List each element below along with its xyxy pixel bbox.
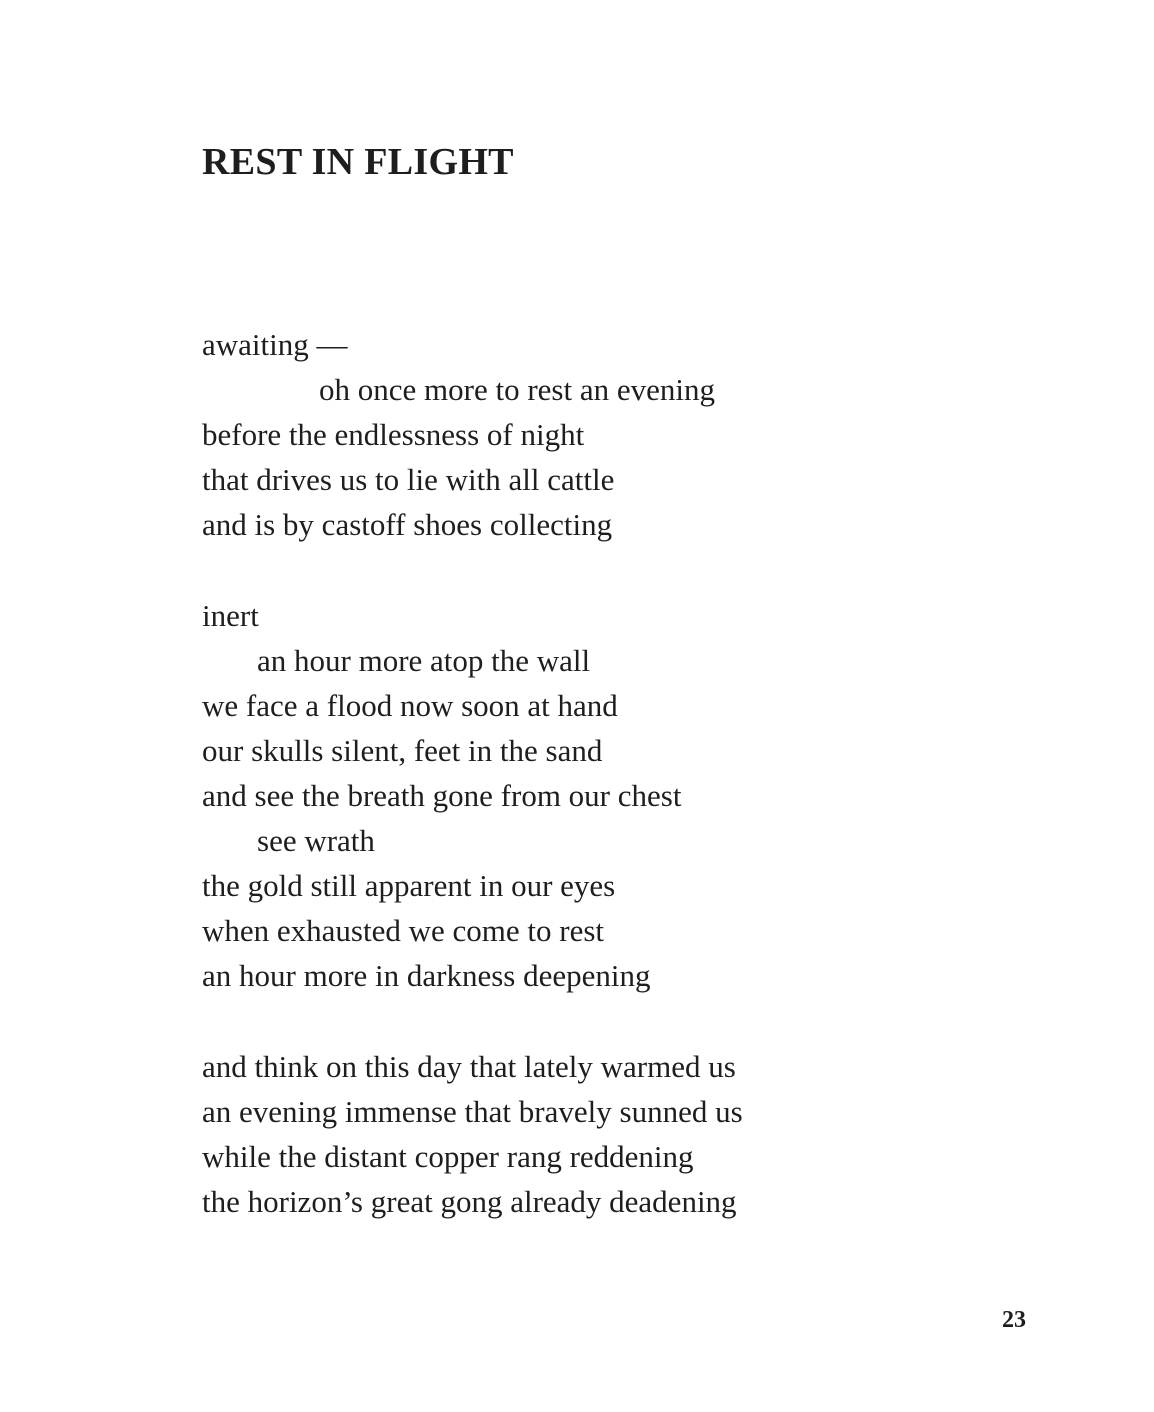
poem-line: inert bbox=[202, 598, 259, 633]
poem-line: and think on this day that lately warmed us bbox=[202, 1049, 736, 1084]
poem-line: and is by castoff shoes collecting bbox=[202, 507, 613, 542]
poem-line: our skulls silent, feet in the sand bbox=[202, 733, 603, 768]
poem-line: when exhausted we come to rest bbox=[202, 913, 605, 948]
poem-line: that drives us to lie with all cattle bbox=[202, 462, 615, 497]
stanza-2 bbox=[202, 593, 962, 998]
poem-title: REST IN FLIGHT bbox=[202, 141, 514, 183]
poem-line: an evening immense that bravely sunned us bbox=[202, 1094, 743, 1129]
poem-body bbox=[202, 322, 962, 1224]
poem-line: an hour more atop the wall bbox=[257, 643, 591, 678]
stanza-3 bbox=[202, 1044, 962, 1224]
poem-line: awaiting — bbox=[202, 327, 348, 362]
poem-line: the horizon’s great gong already deadening bbox=[202, 1184, 737, 1219]
poem-line: an hour more in darkness deepening bbox=[202, 958, 651, 993]
poem-line: see wrath bbox=[257, 823, 375, 858]
poem-line: and see the breath gone from our chest bbox=[202, 778, 682, 813]
poem-line: oh once more to rest an evening bbox=[319, 372, 715, 407]
stanza-1 bbox=[202, 322, 962, 547]
poem-line: before the endlessness of night bbox=[202, 417, 585, 452]
poem-line: we face a flood now soon at hand bbox=[202, 688, 618, 723]
page-number: 23 bbox=[1002, 1307, 1026, 1333]
poem-line: the gold still apparent in our eyes bbox=[202, 868, 616, 903]
poem-line: while the distant copper rang reddening bbox=[202, 1139, 694, 1174]
